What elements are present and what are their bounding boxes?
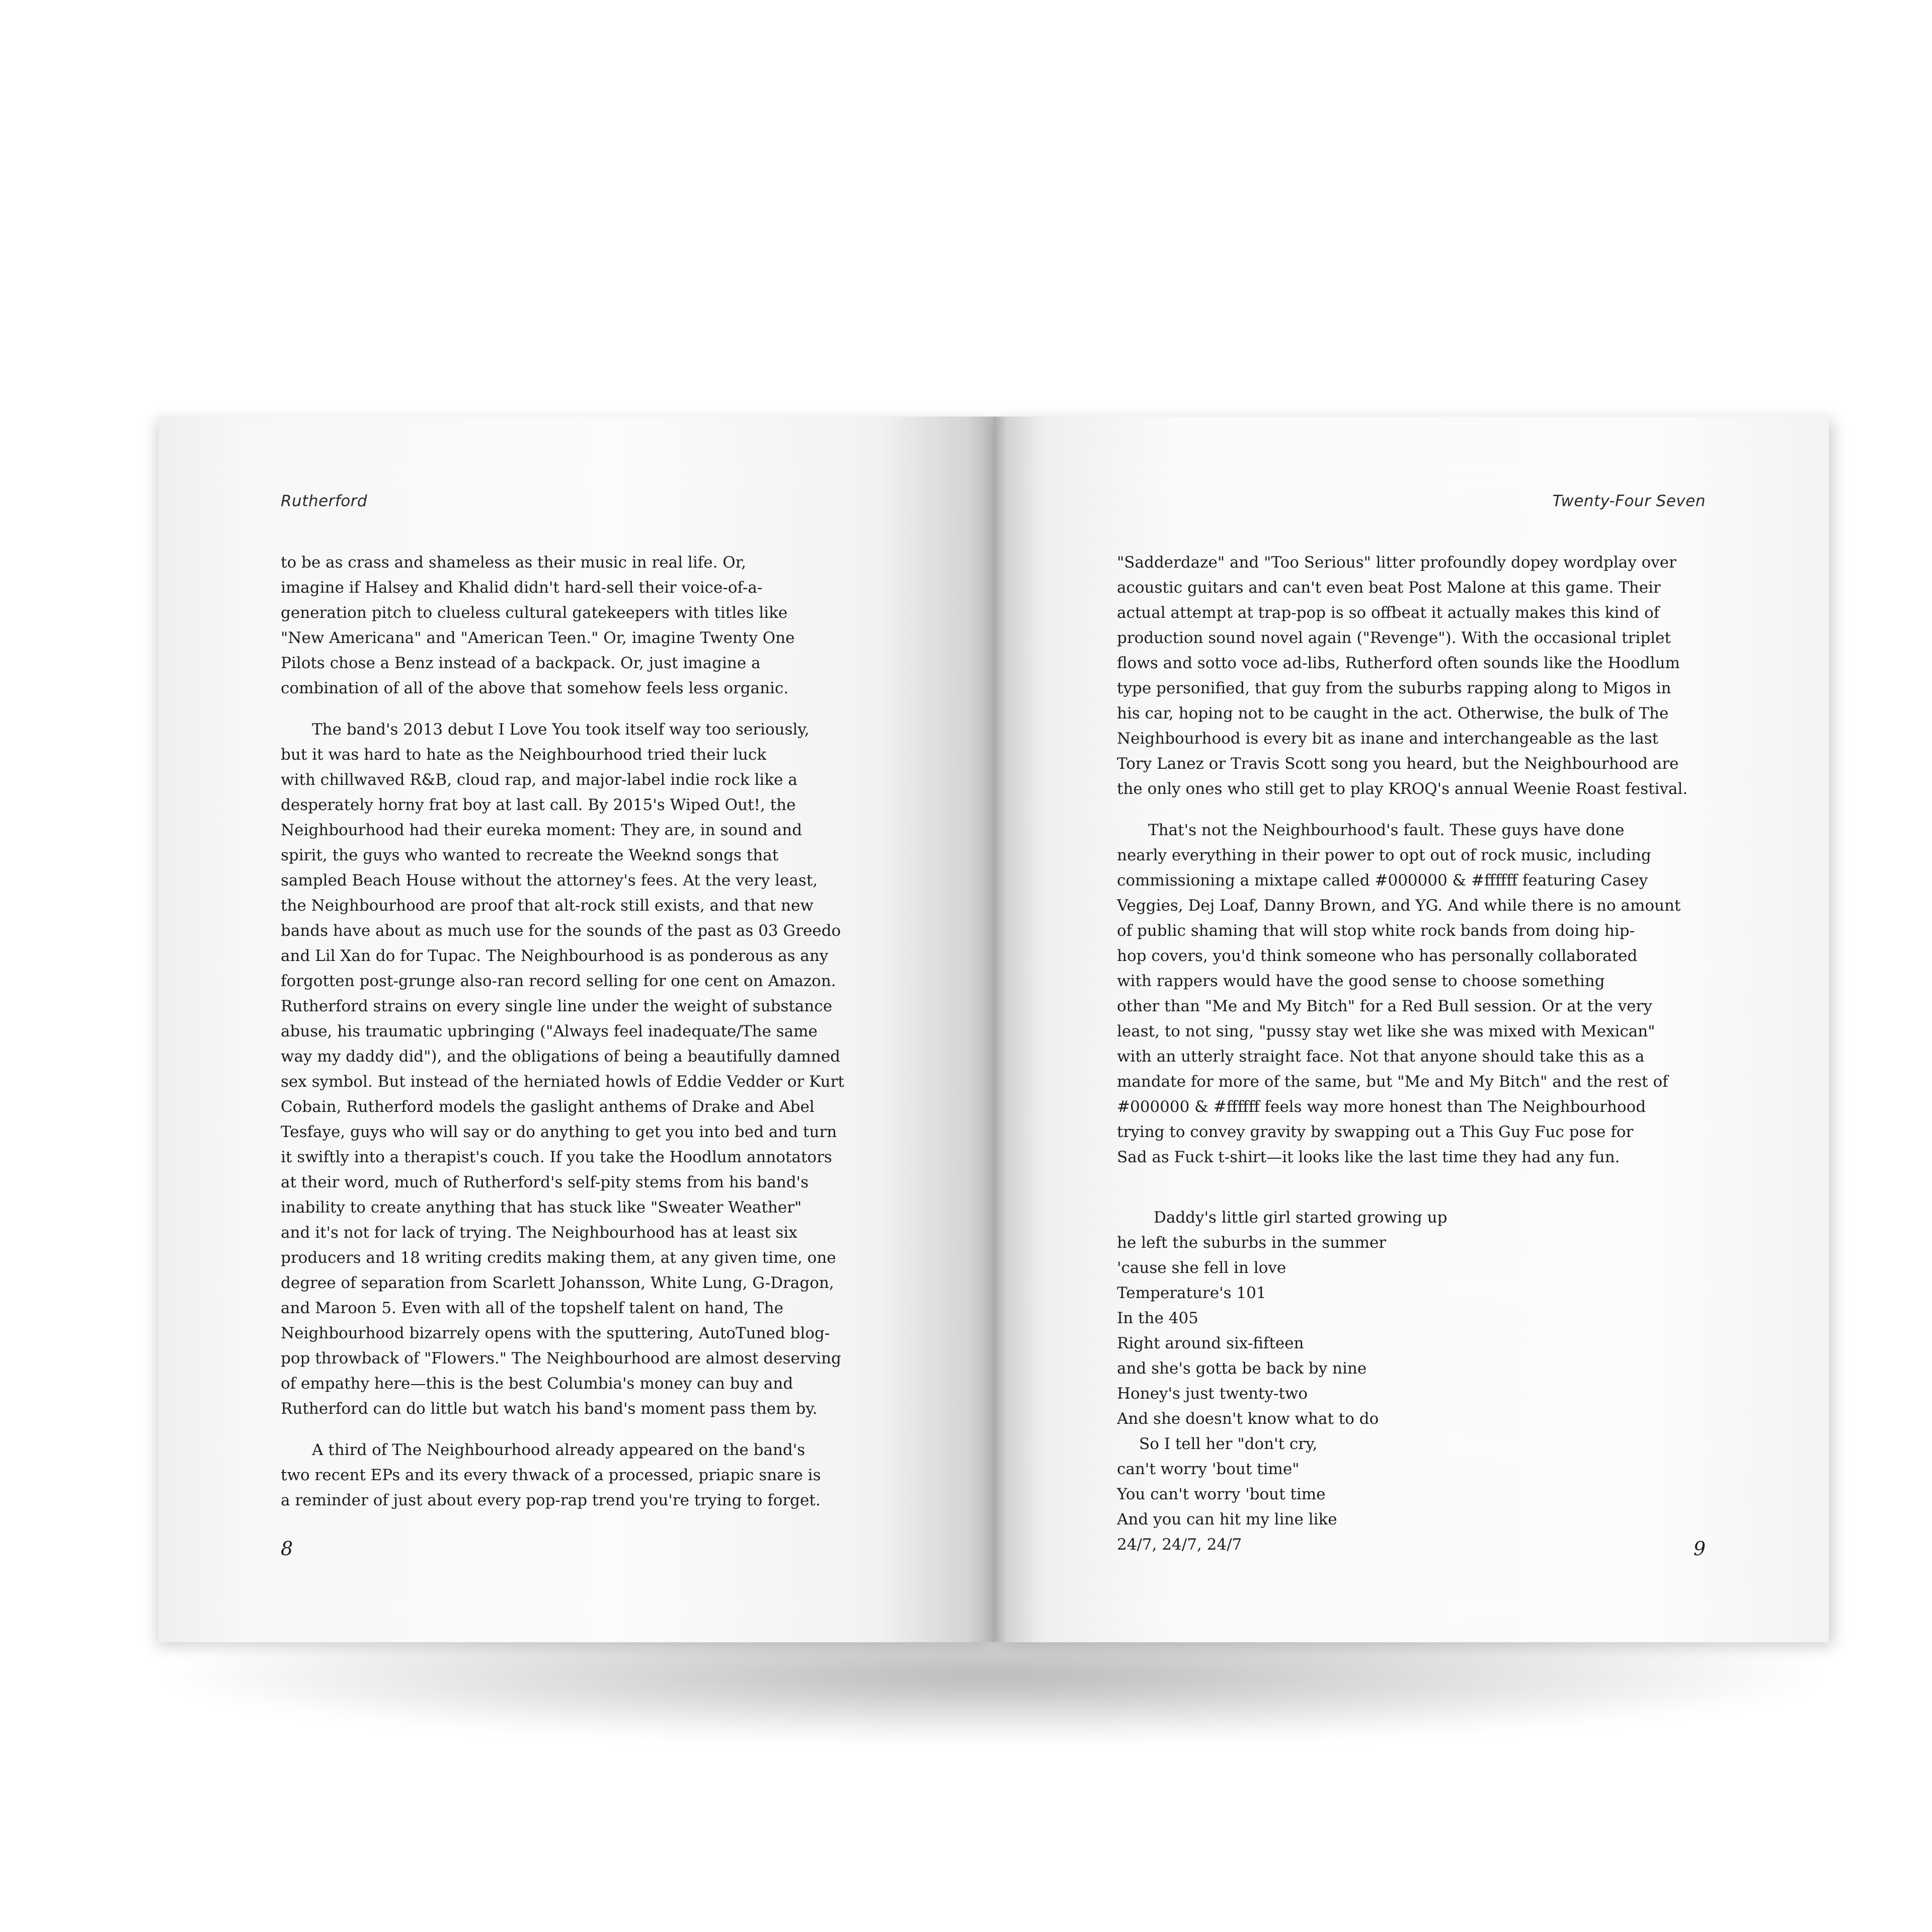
text-line: A third of The Neighbourhood already appeared on the band's [312, 1441, 806, 1459]
text-line: degree of separation from Scarlett Johansson, White Lung, G-Dragon, [281, 1274, 834, 1292]
lyric-line: In the 405 [1117, 1309, 1198, 1327]
text-line: with chillwaved R&B, cloud rap, and major-label indie rock like a [281, 771, 797, 789]
text-line: inability to create anything that has stuck like "Sweater Weather" [281, 1198, 802, 1217]
text-line: trying to convey gravity by swapping out a This Guy Fuc pose for [1117, 1123, 1634, 1141]
text-line: spirit, the guys who wanted to recreate the Weeknd songs that [281, 846, 779, 864]
text-line: a reminder of just about every pop-rap trend you're trying to forget. [281, 1491, 821, 1509]
lyric-line: Honey's just twenty-two [1117, 1385, 1308, 1403]
paragraph [281, 717, 900, 1421]
text-line: forgotten post-grunge also-ran record selling for one cent on Amazon. [281, 972, 836, 990]
open-book [158, 417, 1829, 1642]
right-page [994, 417, 1829, 1642]
text-line: combination of all of the above that somehow feels less organic. [281, 679, 789, 697]
text-line: producers and 18 writing credits making them, at any given time, one [281, 1249, 836, 1267]
lyric-line: You can't worry 'bout time [1117, 1485, 1326, 1503]
text-line: Veggies, Dej Loaf, Danny Brown, and YG. And while there is no amount [1117, 897, 1681, 915]
text-line: of public shaming that will stop white rock bands from doing hip- [1117, 922, 1635, 940]
text-line: production sound novel again ("Revenge"). With the occasional triplet [1117, 629, 1671, 647]
text-line: Rutherford strains on every single line under the weight of substance [281, 997, 833, 1015]
text-line: "Sadderdaze" and "Too Serious" litter profoundly dopey wordplay over [1117, 553, 1676, 572]
text-line: at their word, much of Rutherford's self-pity stems from his band's [281, 1173, 809, 1191]
text-line: Cobain, Rutherford models the gaslight anthems of Drake and Abel [281, 1098, 815, 1116]
text-line: Neighbourhood is every bit as inane and interchangeable as the last [1117, 730, 1659, 748]
text-line: with rappers would have the good sense to choose something [1117, 972, 1605, 990]
text-line: to be as crass and shameless as their music in real life. Or, [281, 553, 746, 572]
text-line: his car, hoping not to be caught in the act. Otherwise, the bulk of The [1117, 704, 1669, 722]
text-line: and it's not for lack of trying. The Neighbourhood has at least six [281, 1224, 797, 1242]
text-line: least, to not sing, "pussy stay wet like she was mixed with Mexican" [1117, 1022, 1655, 1040]
text-line: #000000 & #ffffff feels way more honest than The Neighbourhood [1117, 1098, 1646, 1116]
text-line: Neighbourhood bizarrely opens with the sputtering, AutoTuned blog- [281, 1324, 830, 1342]
text-line: other than "Me and My Bitch" for a Red Bull session. Or at the very [1117, 997, 1652, 1015]
lyric-line: 'cause she fell in love [1117, 1259, 1286, 1277]
text-line: Tory Lanez or Travis Scott song you heard, but the Neighbourhood are [1117, 755, 1679, 773]
lyric-line: So I tell her "don't cry, [1139, 1435, 1318, 1453]
paragraph [281, 1437, 900, 1513]
text-line: flows and sotto voce ad-libs, Rutherford often sounds like the Hoodlum [1117, 654, 1680, 672]
text-line: mandate for more of the same, but "Me and My Bitch" and the rest of [1117, 1073, 1668, 1091]
text-line: desperately horny frat boy at last call. By 2015's Wiped Out!, the [281, 796, 796, 814]
lyrics-verse [1117, 1205, 1736, 1557]
text-line: Pilots chose a Benz instead of a backpack. Or, just imagine a [281, 654, 761, 672]
text-line: nearly everything in their power to opt out of rock music, including [1117, 846, 1651, 864]
text-line: Tesfaye, guys who will say or do anything to get you into bed and turn [281, 1123, 837, 1141]
text-line: Neighbourhood had their eureka moment: They are, in sound and [281, 821, 802, 839]
text-line: generation pitch to clueless cultural gatekeepers with titles like [281, 604, 788, 622]
text-line: The band's 2013 debut I Love You took itself way too seriously, [312, 720, 810, 739]
right-page-body [1117, 550, 1736, 1557]
lyric-line: And she doesn't know what to do [1117, 1410, 1379, 1428]
right-running-head: Twenty-Four Seven [1552, 492, 1706, 510]
text-line: of empathy here—this is the best Columbia's money can buy and [281, 1375, 793, 1393]
text-line: actual attempt at trap-pop is so offbeat it actually makes this kind of [1117, 604, 1660, 622]
paragraph [1117, 818, 1736, 1170]
lyric-line: and she's gotta be back by nine [1117, 1359, 1367, 1378]
text-line: sex symbol. But instead of the herniated howls of Eddie Vedder or Kurt [281, 1073, 844, 1091]
text-line: bands have about as much use for the sounds of the past as 03 Greedo [281, 922, 841, 940]
lyric-line: Daddy's little girl started growing up [1154, 1209, 1447, 1227]
text-line: Rutherford can do little but watch his band's moment pass them by. [281, 1400, 818, 1418]
lyric-line: Right around six-fifteen [1117, 1334, 1304, 1352]
text-line: two recent EPs and its every thwack of a processed, priapic snare is [281, 1466, 821, 1484]
text-line: the only ones who still get to play KROQ's annual Weenie Roast festival. [1117, 780, 1688, 798]
lyric-line: can't worry 'bout time" [1117, 1460, 1300, 1478]
right-page-number: 9 [1693, 1538, 1706, 1560]
text-line: That's not the Neighbourhood's fault. These guys have done [1148, 821, 1625, 839]
text-line: Sad as Fuck t-shirt—it looks like the last time they had any fun. [1117, 1148, 1620, 1166]
lyric-line: he left the suburbs in the summer [1117, 1234, 1387, 1252]
text-line: the Neighbourhood are proof that alt-rock still exists, and that new [281, 897, 814, 915]
text-line: and Lil Xan do for Tupac. The Neighbourhood is as ponderous as any [281, 947, 829, 965]
text-line: hop covers, you'd think someone who has personally collaborated [1117, 947, 1638, 965]
paragraph [1117, 550, 1736, 801]
left-page-number: 8 [281, 1538, 293, 1560]
text-line: and Maroon 5. Even with all of the topshelf talent on hand, The [281, 1299, 783, 1317]
text-line: pop throwback of "Flowers." The Neighbourhood are almost deserving [281, 1349, 841, 1367]
text-line: it swiftly into a therapist's couch. If you take the Hoodlum annotators [281, 1148, 832, 1166]
left-running-head: Rutherford [281, 492, 368, 510]
left-page-body [281, 550, 900, 1529]
text-line: commissioning a mixtape called #000000 & #ffffff featuring Casey [1117, 871, 1648, 890]
lyric-line: Temperature's 101 [1117, 1284, 1266, 1302]
text-line: abuse, his traumatic upbringing ("Always feel inadequate/The same [281, 1022, 818, 1040]
text-line: sampled Beach House without the attorney's fees. At the very least, [281, 871, 818, 890]
lyric-line: 24/7, 24/7, 24/7 [1117, 1536, 1242, 1554]
text-line: way my daddy did"), and the obligations of being a beautifully damned [281, 1048, 841, 1066]
left-page [158, 417, 994, 1642]
text-line: "New Americana" and "American Teen." Or, imagine Twenty One [281, 629, 795, 647]
text-line: acoustic guitars and can't even beat Post Malone at this game. Their [1117, 579, 1661, 597]
text-line: but it was hard to hate as the Neighbourhood tried their luck [281, 746, 767, 764]
lyric-line: And you can hit my line like [1117, 1510, 1337, 1528]
paragraph [281, 550, 900, 701]
text-line: imagine if Halsey and Khalid didn't hard-sell their voice-of-a- [281, 579, 763, 597]
text-line: with an utterly straight face. Not that anyone should take this as a [1117, 1048, 1645, 1066]
text-line: type personified, that guy from the suburbs rapping along to Migos in [1117, 679, 1671, 697]
